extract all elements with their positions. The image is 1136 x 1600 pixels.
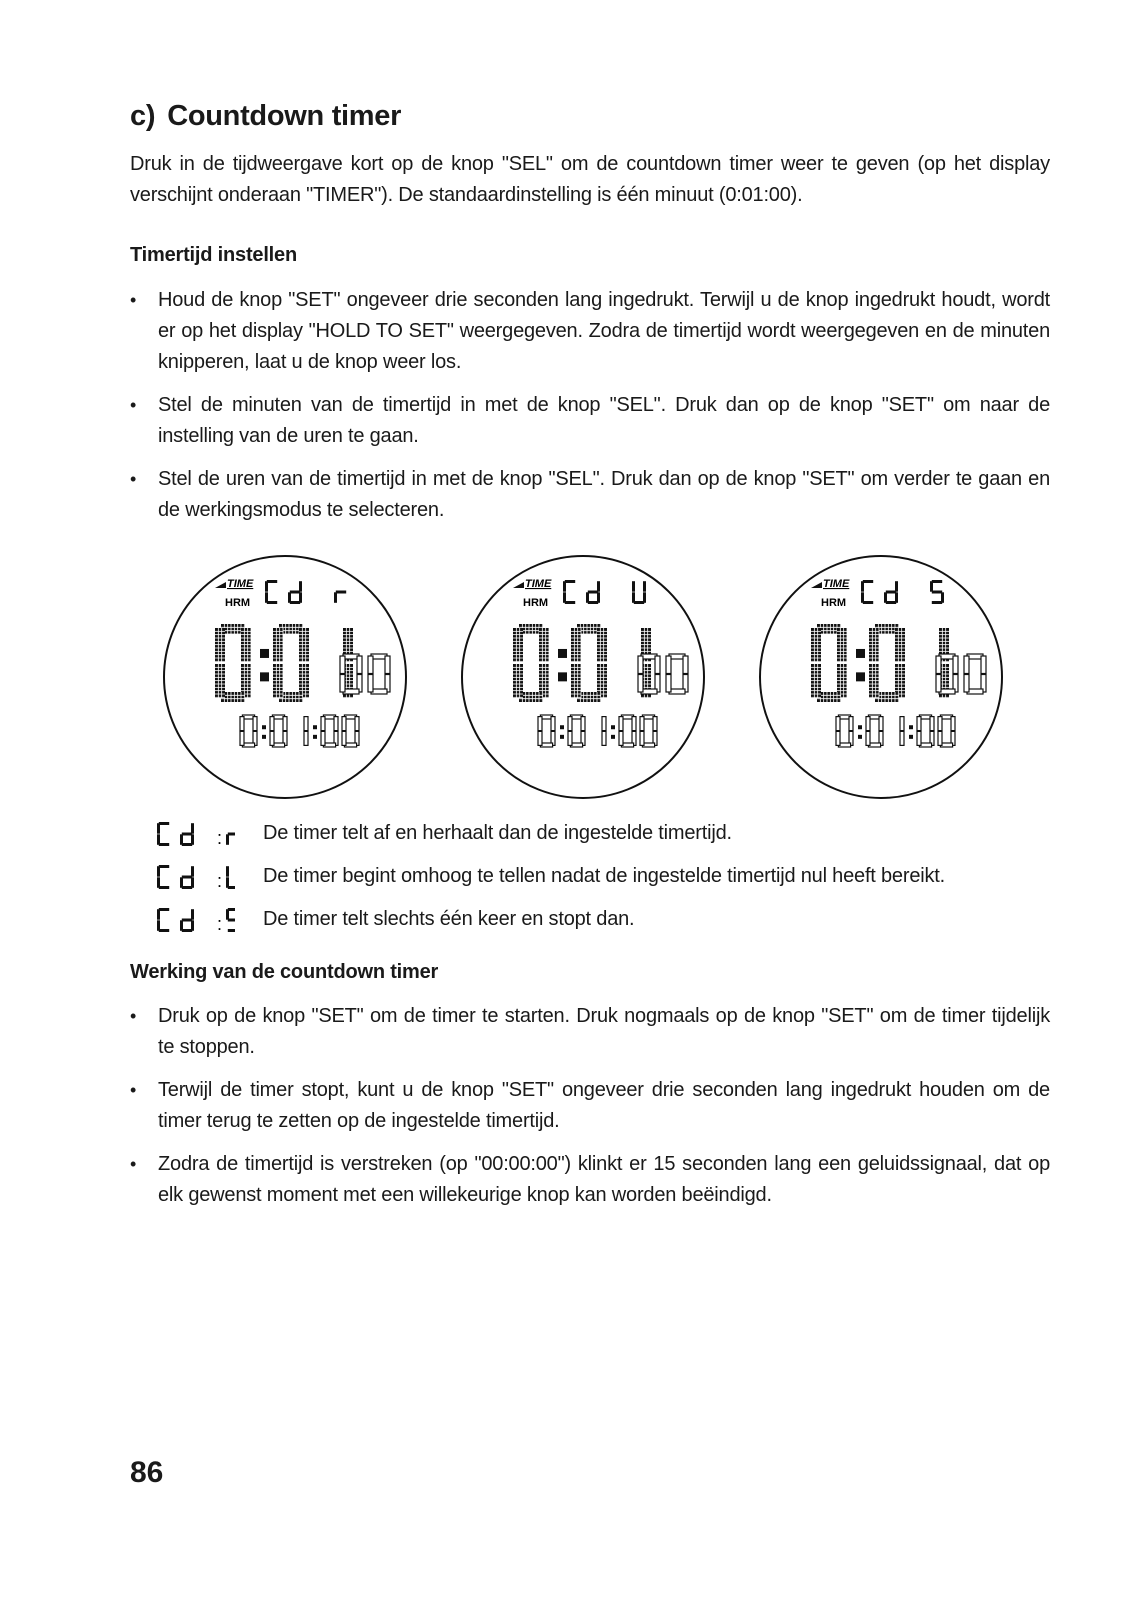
lcd-digit	[157, 822, 169, 846]
list-item: • Houd de knop "SET" ongeveer drie seconden lang ingedrukt. Terwijl u de knop ingedrukt houdt, wordt er op het display "HOLD TO SET" weergegeven. Zodra de timertijd wordt weergegeven en de minuten knipperen, laat u de knop weer los.	[130, 285, 1050, 378]
time-label: TIME	[823, 578, 850, 590]
list-item: • Zodra de timertijd is verstreken (op "00:00:00") klinkt er 15 seconden lang een geluidssignaal, dat op elk gewenst moment met een willekeurige knop kan worden beëindigd.	[130, 1149, 1050, 1211]
time-label: TIME	[227, 578, 254, 590]
colon-dot	[858, 735, 862, 739]
mode-legend	[155, 822, 1055, 951]
lcd-face	[160, 552, 410, 802]
hrm-label: HRM	[523, 597, 549, 609]
lcd-digit	[157, 865, 169, 889]
colon-text: :	[217, 914, 223, 934]
watch-display-cd-s	[756, 552, 1006, 802]
colon-dot	[260, 649, 269, 658]
colon-dot	[558, 649, 567, 658]
colon-dot	[856, 649, 865, 658]
watch-display-cd-r	[160, 552, 410, 802]
section-heading	[130, 100, 401, 133]
list-item: • Stel de minuten van de timertijd in met de knop "SEL". Druk dan op de knop "SET" om naar de instelling van de uren te gaan.	[130, 390, 1050, 452]
lcd-digit	[900, 717, 904, 746]
hrm-label: HRM	[821, 597, 847, 609]
operation-list	[130, 1001, 1050, 1223]
colon-dot	[858, 725, 862, 729]
colon-dot	[560, 725, 564, 729]
lcd-digit	[180, 823, 194, 846]
watch-display-cd-u	[458, 552, 708, 802]
colon-dot	[262, 725, 266, 729]
lcd-digit	[602, 717, 606, 746]
hrm-label: HRM	[225, 597, 251, 609]
mode-row	[155, 822, 1055, 865]
list-item: • Stel de uren van de timertijd in met de knop "SEL". Druk dan op de knop "SET" om verder te gaan en de werkingsmodus te selecteren.	[130, 464, 1050, 526]
subheading-set-timer: Timertijd instellen	[130, 244, 297, 266]
lcd-face	[756, 552, 1006, 802]
colon-dot	[909, 735, 913, 739]
mode-row	[155, 865, 1055, 908]
lcd-digit	[180, 909, 194, 932]
mode-code-cd-r	[155, 820, 235, 852]
mode-description: De timer telt slechts één keer en stopt dan.	[263, 908, 635, 930]
page-number: 86	[130, 1456, 164, 1489]
lcd-digit	[226, 833, 235, 845]
set-timer-list	[130, 285, 1050, 538]
lcd-digit	[180, 866, 194, 889]
colon-dot	[313, 725, 317, 729]
colon-dot	[909, 725, 913, 729]
list-item: • Terwijl de timer stopt, kunt u de knop "SET" ongeveer drie seconden lang ingedrukt houden om de timer terug te zetten op de ingestelde timertijd.	[130, 1075, 1050, 1137]
colon-text: :	[217, 871, 223, 891]
colon-dot	[313, 735, 317, 739]
colon-dot	[611, 725, 615, 729]
lcd-face	[458, 552, 708, 802]
watch-displays	[160, 552, 1060, 802]
mode-row	[155, 908, 1055, 951]
lcd-digit	[226, 908, 235, 932]
subheading-operation: Werking van de countdown timer	[130, 961, 439, 983]
colon-dot	[262, 735, 266, 739]
section-title: Countdown timer	[167, 100, 402, 132]
lcd-digit	[226, 866, 235, 889]
colon-dot	[611, 735, 615, 739]
lcd-digit	[157, 908, 169, 932]
list-item: • Druk op de knop "SET" om de timer te starten. Druk nogmaals op de knop "SET" om de timer tijdelijk te stoppen.	[130, 1001, 1050, 1063]
time-label: TIME	[525, 578, 552, 590]
colon-text: :	[217, 828, 223, 848]
mode-description: De timer begint omhoog te tellen nadat de ingestelde timertijd nul heeft bereikt.	[263, 865, 945, 887]
lcd-digit	[304, 717, 308, 746]
section-number: c)	[130, 100, 156, 132]
colon-dot	[856, 672, 865, 681]
colon-dot	[260, 672, 269, 681]
mode-code-cd-s	[155, 906, 235, 938]
mode-description: De timer telt af en herhaalt dan de ingestelde timertijd.	[263, 822, 732, 844]
mode-code-cd-u	[155, 863, 235, 895]
colon-dot	[558, 672, 567, 681]
colon-dot	[560, 735, 564, 739]
intro-paragraph: Druk in de tijdweergave kort op de knop "SEL" om de countdown timer weer te geven (op het display verschijnt onderaan "TIMER"). De standaardinstelling is één minuut (0:01:00).	[130, 153, 1050, 206]
